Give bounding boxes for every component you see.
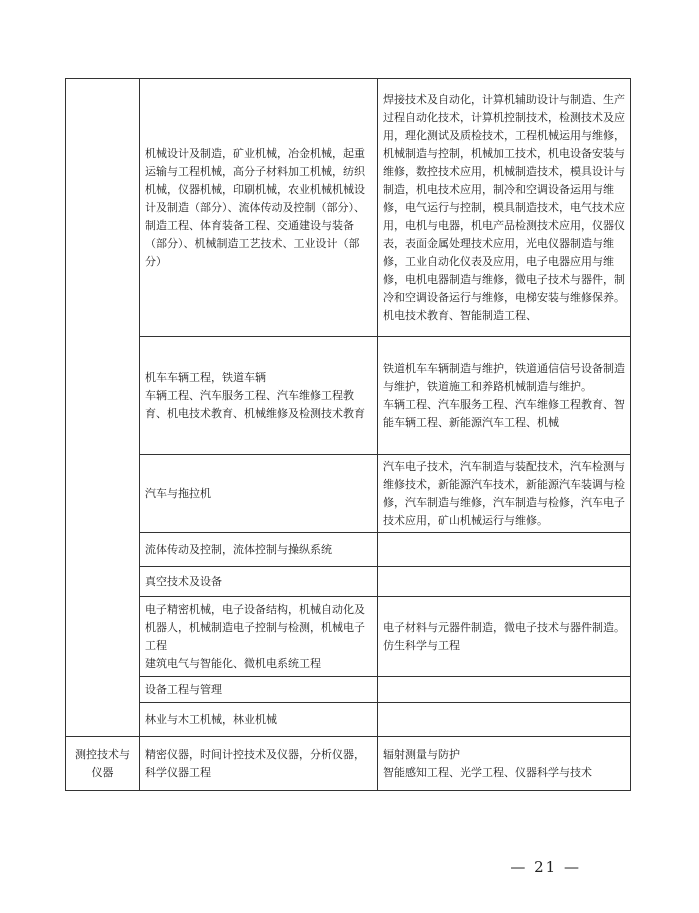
table-row: [66, 79, 631, 337]
related-majors-text: 建筑电气与智能化、微机电系统工程: [144, 656, 321, 670]
table-row: [66, 533, 631, 567]
table-row: [66, 597, 631, 677]
related-majors-text: 精密仪器，时间计控技术及仪器，分析仪器，科学仪器工程: [144, 747, 365, 779]
vocational-majors-cell: [377, 737, 630, 791]
related-majors-cell: [139, 533, 377, 567]
vocational-majors-text: 智能感知工程、光学工程、仪器科学与技术: [382, 765, 592, 779]
related-majors-cell: [139, 455, 377, 533]
related-majors-cell: [139, 677, 377, 703]
vocational-majors-cell: [377, 79, 630, 337]
table-row: [66, 567, 631, 597]
related-majors-cell: [139, 79, 377, 337]
vocational-majors-cell-empty: [377, 567, 630, 597]
table-row: [66, 737, 631, 791]
table-row: [66, 677, 631, 703]
related-majors-cell: [139, 337, 377, 455]
table-row: [66, 337, 631, 455]
vocational-majors-cell-empty: [377, 677, 630, 703]
vocational-majors-text: 辐射测量与防护: [382, 747, 460, 761]
related-majors-text: 机械设计及制造，矿业机械，冶金机械，起重运输与工程机械，高分子材料加工机械，纺织机械，仪器机械，印刷机械，农业机械机械设计及制造（部分）、流体传动及控制（部分）、制造工程、体育装备工程、交通建设与装备（部分）、机械制造工艺技术、工业设计（部分）: [144, 146, 365, 268]
related-majors-text: 机车车辆工程，铁道车辆: [144, 370, 266, 384]
related-majors-cell: [139, 567, 377, 597]
majors-table: [65, 78, 631, 791]
vocational-majors-cell: [377, 597, 630, 677]
vocational-majors-cell: [377, 337, 630, 455]
related-majors-text: 真空技术及设备: [144, 574, 222, 588]
vocational-majors-text: 电子材料与元器件制造，微电子技术与器件制造。: [382, 620, 625, 634]
related-majors-text: 电子精密机械，电子设备结构，机械自动化及机器人，机械制造电子控制与检测，机械电子工程: [144, 602, 365, 652]
vocational-majors-cell: [377, 455, 630, 533]
related-majors-text: 设备工程与管理: [144, 682, 222, 696]
vocational-majors-text: 焊接技术及自动化，计算机辅助设计与制造、生产过程自动化技术，计算机控制技术，检测技术及应用，理化测试及质检技术，工程机械运用与维修，机械制造与控制，机械加工技术，机电设备安装与维修，数控技术应用，机械制造技术，模具设计与制造，机电技术应用，制冷和空调设备运用与维修，电气运行与控制，模具制造技术，电气技术应用，电机与电器，机电产品检测技术应用，仪器仪表，表面金属处理技术应用，光电仪器制造与维修，工业自动化仪表及应用，电子电器应用与维修，电机电器制造与维修，微电子技术与器件，制冷和空调设备运行与维修，电梯安装与维修保养。机电技术教育、智能制造工程、: [382, 92, 625, 322]
vocational-majors-text: 铁道机车车辆制造与维护，铁道通信信号设备制造与维护，铁道施工和养路机械制造与维护。: [382, 361, 625, 393]
table-row: [66, 455, 631, 533]
category-text: 测控技术与仪器: [74, 747, 130, 779]
vocational-majors-cell-empty: [377, 533, 630, 567]
table-row: [66, 703, 631, 737]
related-majors-text: 林业与木工机械，林业机械: [144, 712, 277, 726]
related-majors-cell: [139, 597, 377, 677]
related-majors-cell: [139, 737, 377, 791]
category-cell-empty: [66, 79, 140, 737]
related-majors-text: 流体传动及控制，流体控制与操纵系统: [144, 542, 332, 556]
vocational-majors-text: 仿生科学与工程: [382, 638, 460, 652]
page-number: — 21 —: [510, 858, 581, 876]
related-majors-text: 汽车与拖拉机: [144, 486, 211, 500]
related-majors-cell: [139, 703, 377, 737]
related-majors-text: 车辆工程、汽车服务工程、汽车维修工程教育、机电技术教育、机械维修及检测技术教育: [144, 388, 365, 420]
vocational-majors-text: 车辆工程、汽车服务工程、汽车维修工程教育、智能车辆工程、新能源汽车工程、机械: [382, 397, 625, 429]
category-cell: [66, 737, 140, 791]
vocational-majors-text: 汽车电子技术，汽车制造与装配技术，汽车检测与维修技术，新能源汽车技术，新能源汽车装调与检修，汽车制造与维修，汽车制造与检修，汽车电子技术应用，矿山机械运行与维修。: [382, 459, 625, 527]
vocational-majors-cell-empty: [377, 703, 630, 737]
